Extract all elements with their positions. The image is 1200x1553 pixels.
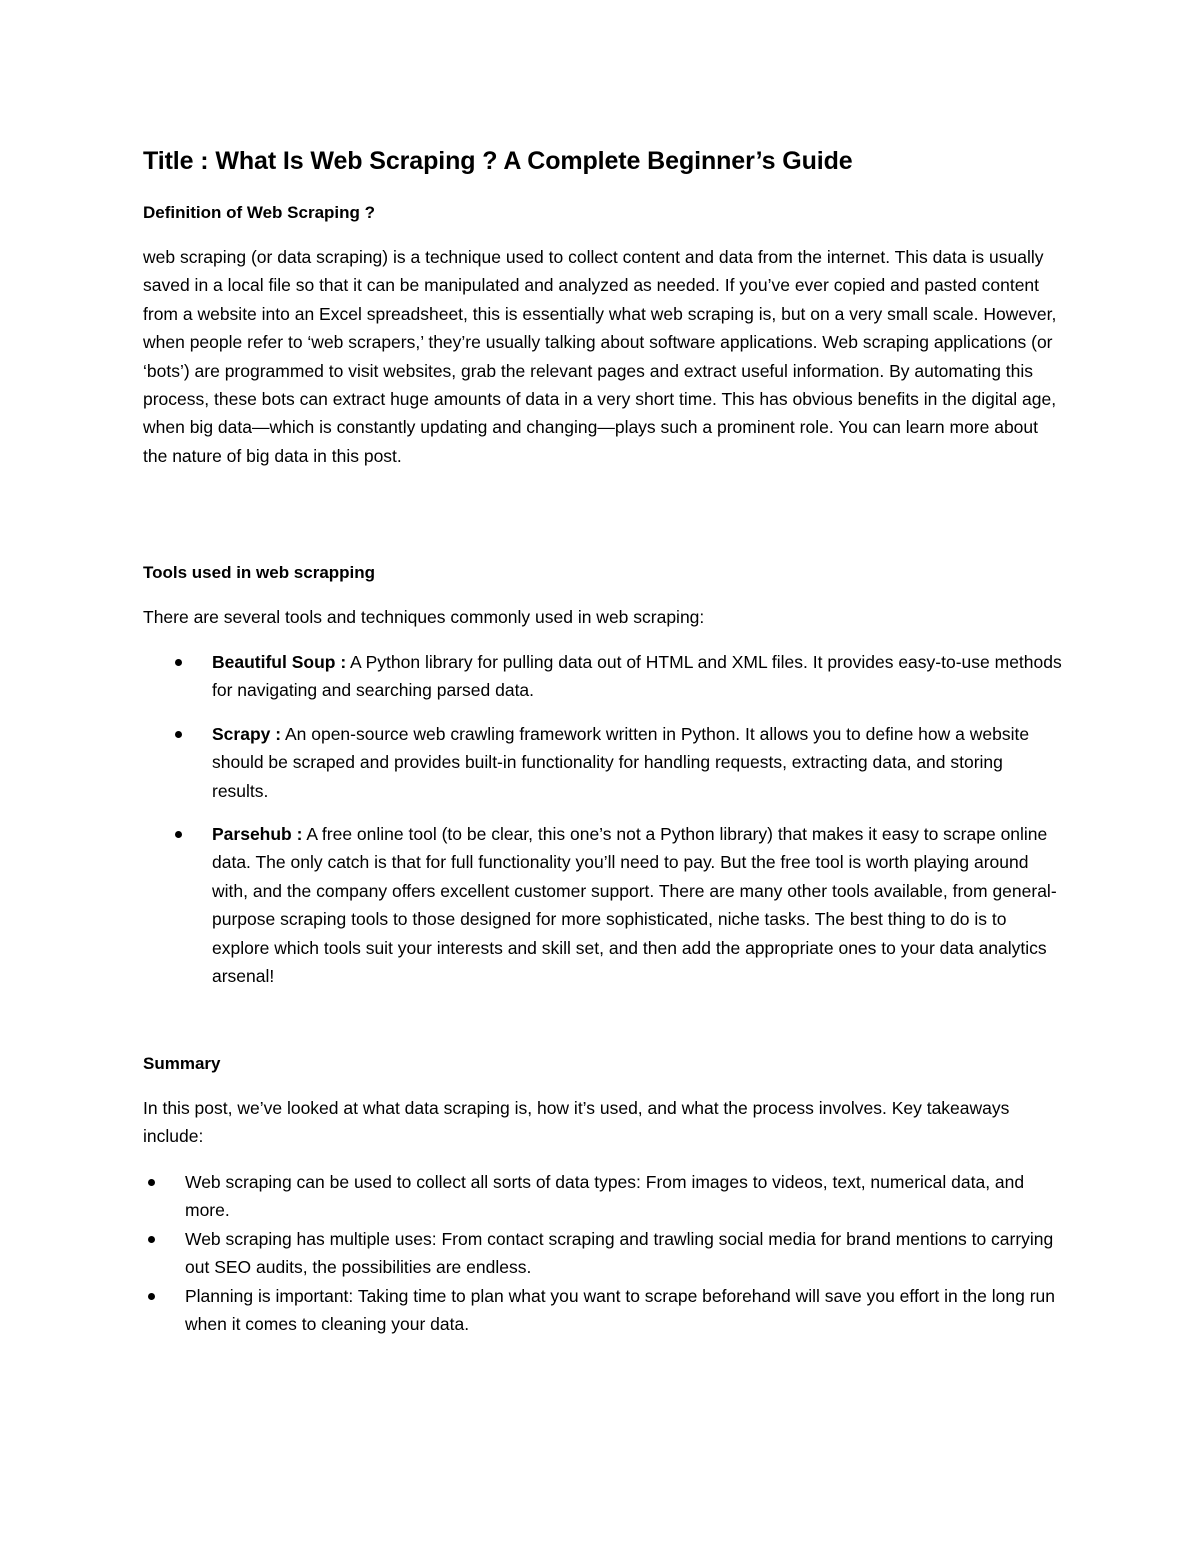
definition-heading: Definition of Web Scraping ? (143, 203, 376, 222)
bullet-icon (148, 1179, 155, 1186)
list-item (185, 1168, 1061, 1225)
takeaway-text: Web scraping can be used to collect all sorts of data types: From images to videos, text, numerical data, and more. (185, 1172, 1025, 1221)
tools-intro: There are several tools and techniques commonly used in web scraping: (143, 607, 705, 627)
list-item-beautiful-soup (212, 648, 1062, 705)
tools-heading: Tools used in web scrapping (143, 563, 376, 582)
list-item-parsehub (212, 820, 1062, 990)
bullet-icon (148, 1236, 155, 1243)
tools-list (212, 648, 1062, 1005)
summary-intro: In this post, we’ve looked at what data scraping is, how it’s used, and what the process involves. Key takeaways include: (143, 1098, 1010, 1147)
tool-term: Parsehub : (212, 824, 303, 845)
takeaway-text: Planning is important: Taking time to plan what you want to scrape beforehand will save you effort in the long run when it comes to cleaning your data. (185, 1285, 1056, 1335)
summary-heading: Summary (143, 1054, 221, 1073)
bullet-icon (175, 831, 182, 838)
list-item (185, 1225, 1061, 1282)
tool-term: Scrapy : (212, 723, 282, 744)
tool-description: A free online tool (to be clear, this one’s not a Python library) that makes it easy to scrape online data. The only catch is that for full functionality you’ll need to pay. But the free tool is worth playing around with, and the company offers excellent customer support. There are many other tools available, from general-purpose scraping tools to those designed for more sophisticated, niche tasks. The best thing to do is to explore which tools suit your interests and skill set, and then add the appropriate ones to your data analytics arsenal! (212, 824, 1057, 987)
tool-description: An open-source web crawling framework written in Python. It allows you to define how a website should be scraped and provides built-in functionality for handling requests, extracting data, and storing results. (212, 723, 1030, 801)
list-item (185, 1282, 1061, 1339)
takeaways-list (185, 1168, 1061, 1338)
tool-term: Beautiful Soup : (212, 652, 347, 672)
document-title: Title : What Is Web Scraping ? A Complete Beginner’s Guide (143, 147, 853, 175)
bullet-icon (175, 731, 182, 738)
definition-paragraph: web scraping (or data scraping) is a technique used to collect content and data from the internet. This data is usually saved in a local file so that it can be manipulated and analyzed as needed. If you’ve ever copied and pasted content from a website into an Excel spreadsheet, this is essentially what web scraping is, but on a very small scale. However, when people refer to ‘web scrapers,’ they’re usually talking about software applications. Web scraping applications (or ‘bots’) are programmed to visit websites, grab the relevant pages and extract useful information. By automating this process, these bots can extract huge amounts of data in a very short time. This has obvious benefits in the digital age, when big data—which is constantly updating and changing—plays such a prominent role. You can learn more about the nature of big data in this post. (143, 247, 1057, 466)
bullet-icon (175, 659, 182, 666)
takeaway-text: Web scraping has multiple uses: From contact scraping and trawling social media for brand mentions to carrying out SEO audits, the possibilities are endless. (185, 1228, 1054, 1278)
tool-description: A Python library for pulling data out of HTML and XML files. It provides easy-to-use methods for navigating and searching parsed data. (212, 652, 1062, 701)
list-item-scrapy (212, 720, 1062, 805)
bullet-icon (148, 1293, 155, 1300)
